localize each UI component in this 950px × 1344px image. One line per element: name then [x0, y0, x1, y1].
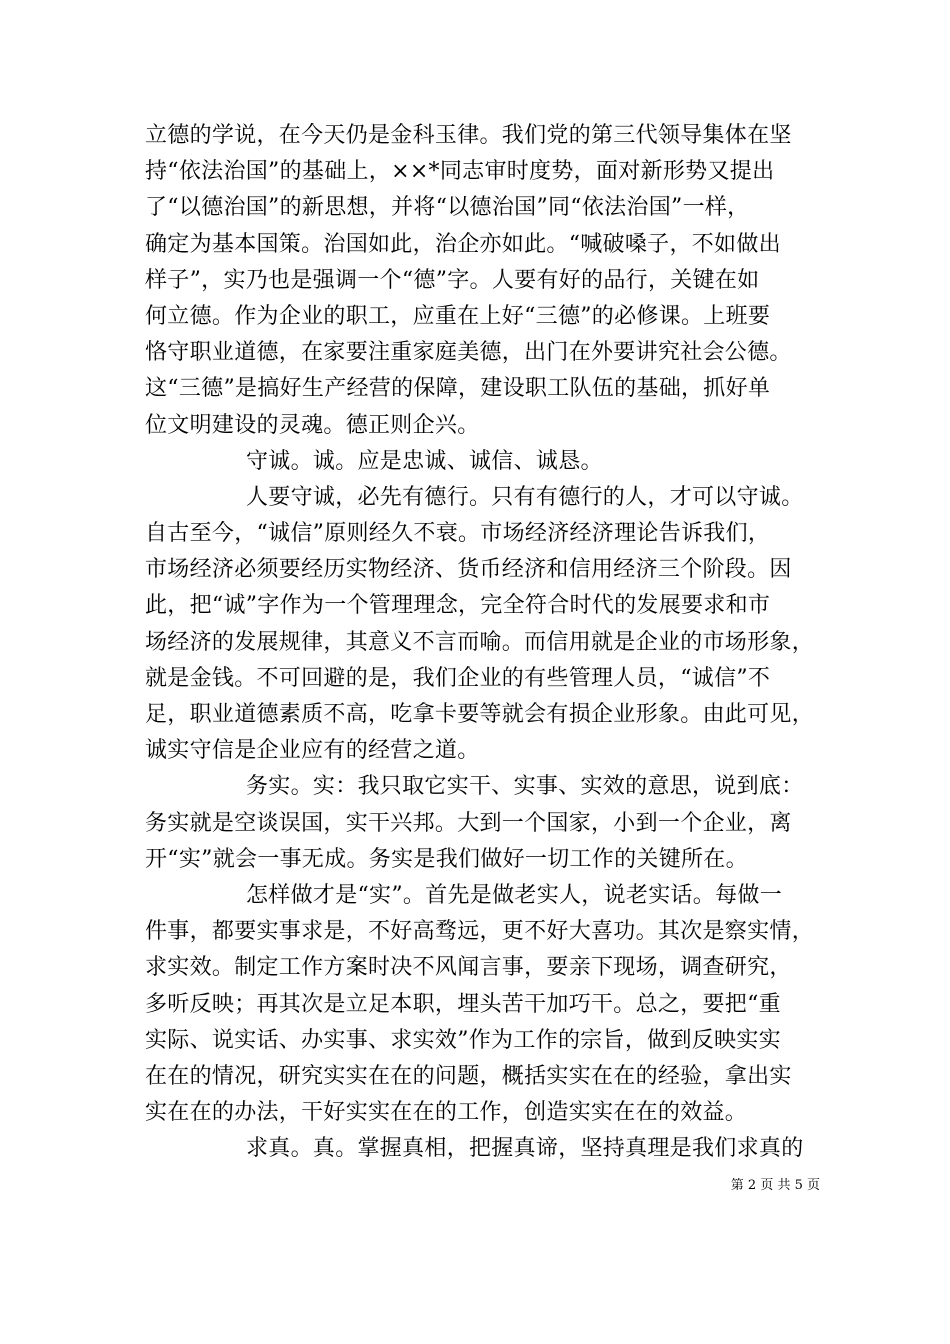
text-line: 足，职业道德素质不高，吃拿卡要等就会有损企业形象。由此可见， [145, 702, 815, 727]
page-number: 第 2 页 共 5 页 [730, 1178, 820, 1193]
text-line: 市场经济必须要经历实物经济、货币经济和信用经济三个阶段。因 [145, 557, 792, 583]
text-line: 位文明建设的灵魂。德正则企兴。 [145, 412, 480, 438]
text-line: 此，把“诚”字作为一个管理理念，完全符合时代的发展要求和市 [145, 593, 771, 619]
text-line: 立德的学说，在今天仍是金科玉律。我们党的第三代领导集体在坚 [145, 123, 792, 148]
text-line: 开“实”就会一事无成。务实是我们做好一切工作的关键所在。 [145, 846, 748, 872]
text-line: 持“依法治国”的基础上，××*同志审时度势，面对新形势又提出 [145, 159, 775, 185]
text-line: 守诚。诚。应是忠诚、诚信、诚恳。 [246, 448, 603, 474]
text-line: 在在的情况，研究实实在在的问题，概括实实在在的经验，拿出实 [145, 1063, 792, 1089]
text-line: 这“三德”是搞好生产经营的保障，建设职工队伍的基础，抓好单 [145, 376, 771, 402]
text-line: 了“以德治国”的新思想，并将“以德治国”同“依法治国”一样， [145, 195, 750, 221]
text-line: 场经济的发展规律，其意义不言而喻。而信用就是企业的市场形象， [145, 629, 815, 655]
text-line: 样子”，实乃也是强调一个“德”字。人要有好的品行，关键在如 [145, 267, 760, 293]
text-line: 确定为基本国策。治国如此，治企亦如此。“喊破嗓子，不如做出 [145, 231, 781, 257]
text-line: 人要守诚，必先有德行。只有有德行的人，才可以守诚。 [246, 484, 804, 510]
text-line: 恪守职业道德，在家要注重家庭美德，出门在外要讲究社会公德。 [145, 340, 792, 366]
text-line: 实在在的办法，干好实实在在的工作，创造实实在在的效益。 [145, 1100, 748, 1126]
text-line: 自古至今，“诚信”原则经久不衰。市场经济经济理论告诉我们， [145, 521, 771, 547]
text-line: 诚实守信是企业应有的经营之道。 [145, 738, 480, 764]
text-line: 就是金钱。不可回避的是，我们企业的有些管理人员，“诚信”不 [145, 665, 771, 691]
text-line: 多听反映；再其次是立足本职，埋头苦干加巧干。总之，要把“重 [145, 991, 781, 1017]
text-line: 务实。实：我只取它实干、实事、实效的意思，说到底： [246, 774, 804, 800]
text-line: 怎样做才是“实”。首先是做老实人，说老实话。每做一 [246, 882, 782, 908]
text-line: 何立德。作为企业的职工，应重在上好“三德”的必修课。上班要 [145, 303, 771, 329]
text-line: 求实效。制定工作方案时决不风闻言事，要亲下现场，调查研究， [145, 955, 792, 981]
body-text [145, 118, 825, 1167]
text-line: 求真。真。掌握真相，把握真谛，坚持真理是我们求真的 [246, 1136, 804, 1162]
text-line: 件事，都要实事求是，不好高骛远，更不好大喜功。其次是察实情， [145, 919, 815, 945]
text-line: 务实就是空谈误国，实干兴邦。大到一个国家，小到一个企业，离 [145, 810, 792, 836]
text-line: 实际、说实话、办实事、求实效”作为工作的宗旨，做到反映实实 [145, 1027, 781, 1053]
